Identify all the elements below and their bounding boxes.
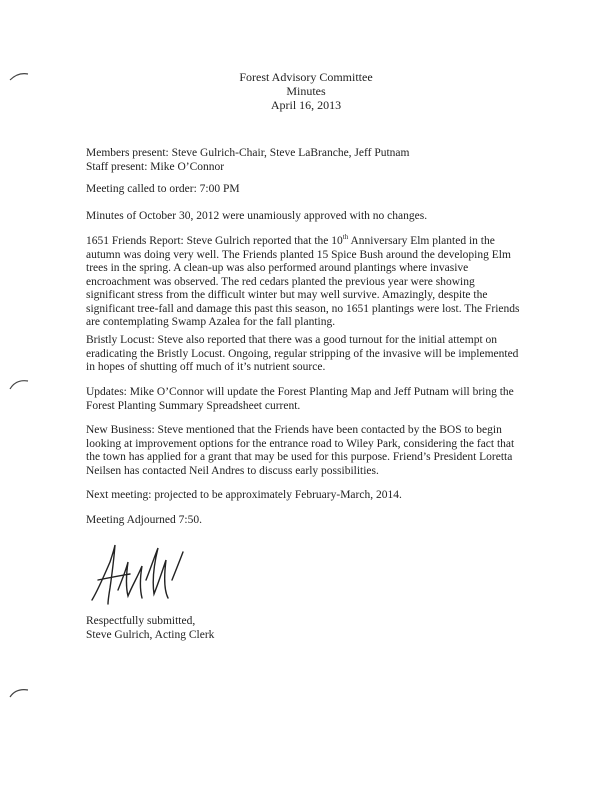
updates-section [86,386,526,413]
friends-report-section [86,235,526,330]
respectfully-submitted: Respectfully submitted, [86,615,196,627]
called-to-order-text: Meeting called to order: 7:00 PM [86,183,240,195]
new-business-section [86,424,526,478]
minutes-approval-text: Minutes of October 30, 2012 were unamiously approved with no changes. [86,210,428,222]
next-meeting-text: Next meeting: projected to be approximately February-March, 2014. [86,489,402,501]
bristly-locust-text: Bristly Locust: Steve also reported that there was a good turnout for the initial attempt on eradicating the Bristly Locust. Ongoing, regular stripping of the invasive will be implemented in hopes of shutting off much of it’s nutrient source. [86,334,519,373]
minutes-approval [86,210,526,224]
friends-report-text [86,235,526,330]
document-type: Minutes [286,84,326,98]
meeting-called-to-order [86,183,526,197]
updates-text: Updates: Mike O’Connor will update the Forest Planting Map and Jeff Putnam will bring the Forest Planting Summary Spreadsheet current. [86,386,514,412]
committee-name: Forest Advisory Committee [239,70,373,84]
punch-hole-mark-icon [8,686,30,698]
members-present: Members present: Steve Gulrich-Chair, Steve LaBranche, Jeff Putnam [86,147,410,159]
staff-present: Staff present: Mike O’Connor [86,160,225,173]
adjourned-section [86,514,526,528]
clerk-name: Steve Gulrich, Acting Clerk [86,628,215,641]
meeting-date: April 16, 2013 [270,98,342,112]
adjourned-text: Meeting Adjourned 7:50. [86,514,202,526]
attendance-section [86,147,526,174]
handwritten-signature-icon [88,540,188,610]
friends-report-part2: Anniversary Elm planted in the autumn was doing very well. The Friends planted 15 Spice Bush around the developing Elm trees in the spring. A clean-up was also performed around plantings where invasive encroachment was observed. The red cedars planted the previous year were showing significant stress from the difficult winter but may well survive. Amazingly, despite the significant tree-fall and damage this past this season, no 1651 plantings were lost. The Friends are contemplating Swamp Azalea for the fall planting. [86,235,520,328]
document-header [0,70,612,112]
new-business-text: New Business: Steve mentioned that the Friends have been contacted by the BOS to begin looking at improvement options for the entrance road to Wiley Park, considering the fact that the town has applied for a grant that may be used for this purpose. Friend’s President Loretta Neilsen has contacted Neil Andres to discuss early possibilities. [86,424,515,477]
friends-report-part1: 1651 Friends Report: Steve Gulrich reported that the 10 [86,235,343,247]
ordinal-suffix: th [342,233,349,242]
punch-hole-mark-icon [8,378,30,390]
closing-section [86,615,526,642]
bristly-locust-section [86,334,526,375]
next-meeting-section [86,489,526,503]
